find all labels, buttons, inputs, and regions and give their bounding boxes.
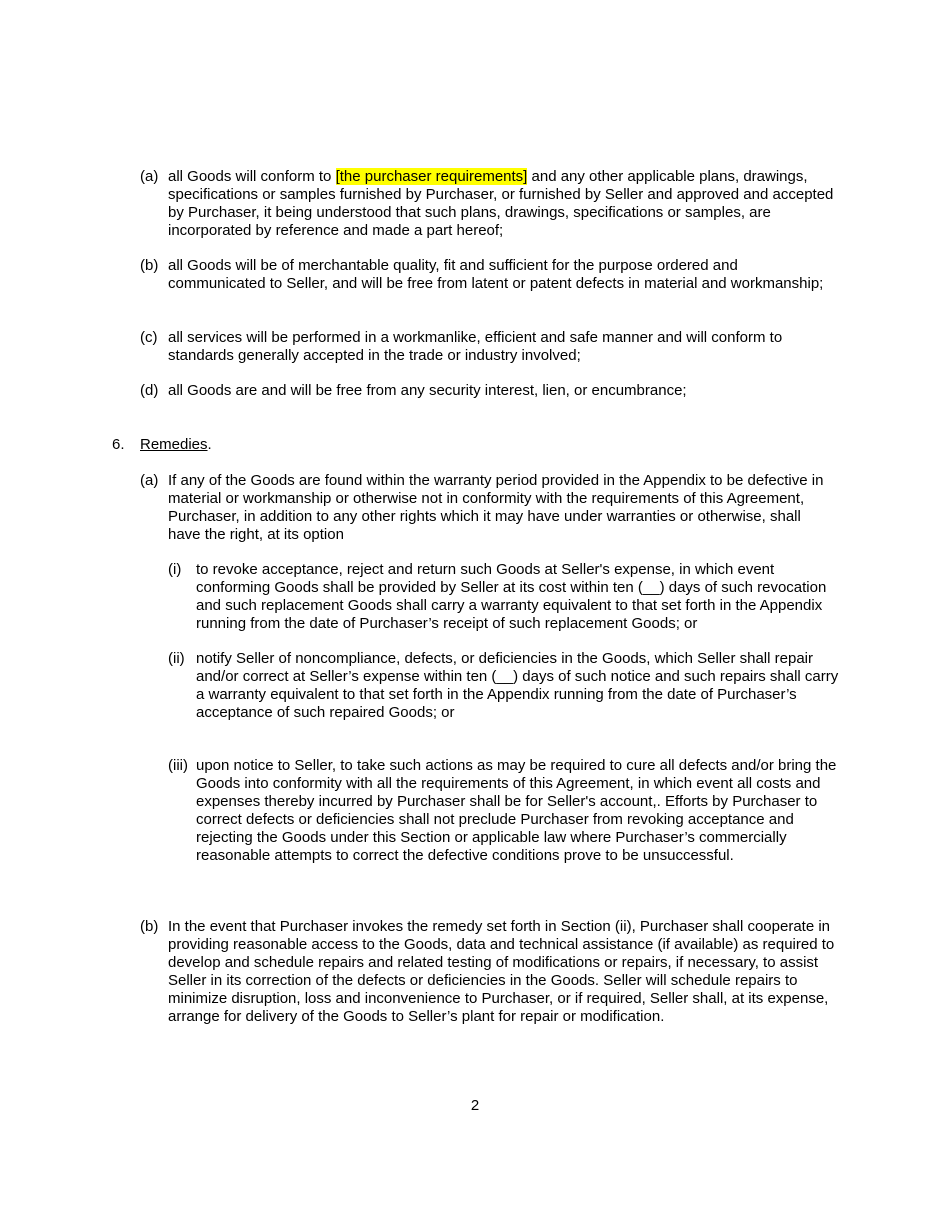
clause-text: If any of the Goods are found within the warranty period provided in the Appendix to be defective in material or workmanship or otherwise not in conformity with the requirements of this Agreement, Purchaser, in addition to any other rights which it may have under warranties or otherwise, shall have the right, at its option (168, 472, 824, 543)
clause-text-before: all Goods will conform to (168, 168, 336, 185)
clause-label: (c) (140, 329, 158, 346)
clause-text: all services will be performed in a workmanlike, efficient and safe manner and will conform to standards generally accepted in the trade or industry involved; (168, 329, 783, 364)
clause-text: all Goods are and will be free from any security interest, lien, or encumbrance; (168, 382, 687, 399)
section-title-suffix: . (207, 436, 212, 453)
section-title (140, 436, 212, 454)
clause-text: all Goods will be of merchantable quality, fit and sufficient for the purpose ordered and communicated to Seller, and will be free from latent or patent defects in material and workmanship; (168, 257, 824, 292)
clause-text: In the event that Purchaser invokes the remedy set forth in Section (ii), Purchaser shall cooperate in providing reasonable access to the Goods, data and technical assistance (if available) as required to develop and schedule repairs and related testing of modifications or repairs, if necessary, to assist Seller in its correction of the defects or deficiencies in the Goods. Seller will schedule repairs to minimize disruption, loss and inconvenience to Purchaser, or if required, Seller shall, at its expense, arrange for delivery of the Goods to Seller’s plant for repair or modification. (168, 918, 835, 1025)
subclause-label: (i) (168, 561, 182, 578)
section-title-text: Remedies (140, 436, 208, 453)
section-number: 6. (112, 436, 125, 453)
subclause-text: notify Seller of noncompliance, defects, or deficiencies in the Goods, which Seller shall repair and/or correct at Seller’s expense within ten (__) days of such notice and such repairs shall carry a warranty equivalent to that set forth in the Appendix running from the date of Purchaser’s acceptance of such repaired Goods; or (196, 650, 839, 721)
subclause-label: (iii) (168, 757, 188, 774)
highlighted-placeholder: [the purchaser requirements] (335, 168, 528, 185)
clause-text-after: and any other applicable plans, drawings, specifications or samples furnished by Purchaser, or furnished by Seller and approved and accepted by Purchaser, it being understood that such plans, drawings, specifications or samples, are incorporated by reference and made a part hereof; (168, 168, 834, 239)
clause-label: (b) (140, 918, 159, 935)
clause-text (168, 168, 835, 240)
clause-label: (d) (140, 382, 159, 399)
subclause-text: to revoke acceptance, reject and return such Goods at Seller's expense, in which event conforming Goods shall be provided by Seller at its cost within ten (__) days of such revocation and such replacement Goods shall carry a warranty equivalent to that set forth in the Appendix running from the date of Purchaser’s receipt of such replacement Goods; or (196, 561, 827, 632)
clause-label: (b) (140, 257, 159, 274)
clause-label: (a) (140, 168, 159, 185)
page-number: 2 (470, 1097, 480, 1114)
subclause-label: (ii) (168, 650, 185, 667)
subclause-text: upon notice to Seller, to take such actions as may be required to cure all defects and/or bring the Goods into conformity with all the requirements of this Agreement, in which event all costs and expenses thereby incurred by Purchaser shall be for Seller's account,. Efforts by Purchaser to correct defects or deficiencies shall not preclude Purchaser from revoking acceptance and rejecting the Goods under this Section or applicable law where Purchaser’s commercially reasonable attempts to correct the defective conditions prove to be unsuccessful. (196, 757, 837, 864)
clause-label: (a) (140, 472, 159, 489)
